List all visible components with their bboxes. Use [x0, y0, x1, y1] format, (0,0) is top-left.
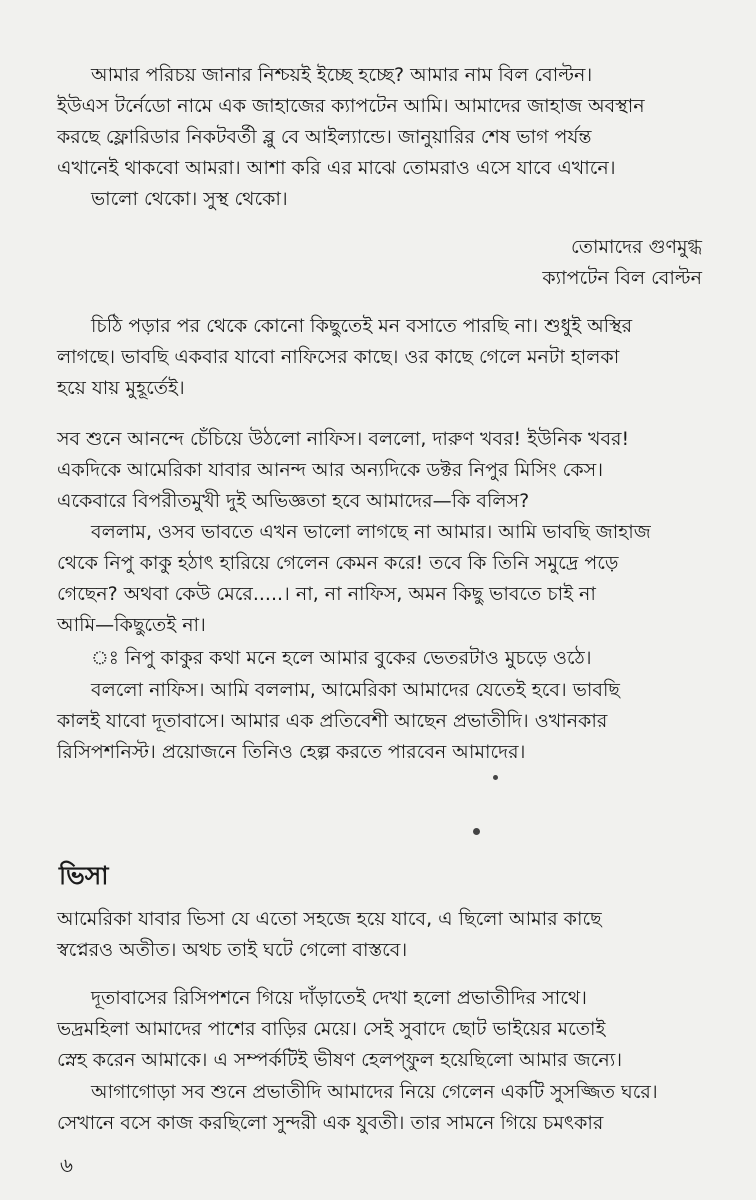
- paragraph-line: একদিকে আমেরিকা যাবার আনন্দ আর অন্যদিকে ডক্টর নিপুর মিসিং কেস।: [57, 459, 604, 481]
- letter-line: ভালো থেকো। সুস্থ থেকো।: [91, 188, 288, 210]
- paragraph-line: কালই যাবো দূতাবাসে। আমার এক প্রতিবেশী আছেন প্রভাতীদি। ওখানকার: [57, 710, 608, 732]
- letter-line: এখানেই থাকবো আমরা। আশা করি এর মাঝে তোমরাও এসে যাবে এখানে।: [57, 157, 616, 179]
- paragraph-line: সেখানে বসে কাজ করছিলো সুন্দরী এক যুবতী। তার সামনে গিয়ে চমৎকার: [57, 1112, 604, 1134]
- paragraph-line: স্বপ্নেরও অতীত। অথচ তাই ঘটে গেলো বাস্তবে।: [57, 939, 408, 961]
- paragraph-line: স্নেহ করেন আমাকে। এ সম্পর্কটিই ভীষণ হেলপ্ফুল হয়েছিলো আমার জন্যে।: [57, 1049, 623, 1071]
- paragraph-line: বললো নাফিস। আমি বললাম, আমেরিকা আমাদের যেতেই হবে। ভাবছি: [91, 679, 620, 701]
- section-heading: ভিসা: [59, 861, 109, 890]
- letter-sign-off: তোমাদের গুণমুগ্ধ: [571, 236, 702, 258]
- letter-line: আমার পরিচয় জানার নিশ্চয়ই ইচ্ছে হচ্ছে? আমার নাম বিল বোল্টন।: [91, 64, 593, 86]
- print-speck: [473, 828, 480, 835]
- paragraph-line: আগাগোড়া সব শুনে প্রভাতীদি আমাদের নিয়ে গেলেন একটি সুসজ্জিত ঘরে।: [91, 1081, 658, 1103]
- paragraph-line: সব শুনে আনন্দে চেঁচিয়ে উঠলো নাফিস। বললো, দারুণ খবর! ইউনিক খবর!: [57, 428, 630, 450]
- paragraph-line: বললাম, ওসব ভাবতে এখন ভালো লাগছে না আমার। আমি ভাবছি জাহাজ: [91, 521, 651, 543]
- print-speck: [493, 775, 498, 780]
- letter-line: ইউএস টর্নেডো নামে এক জাহাজের ক্যাপটেন আমি। আমাদের জাহাজ অবস্থান: [57, 95, 645, 117]
- paragraph-line: একেবারে বিপরীতমুখী দুই অভিজ্ঞতা হবে আমাদের—কি বলিস?: [57, 490, 530, 512]
- paragraph-line: হয়ে যায় মুহূর্তেই।: [57, 377, 185, 399]
- page-number: ৬: [60, 1153, 74, 1177]
- letter-line: করছে ফ্লোরিডার নিকটবর্তী ব্লু বে আইল্যান্ডে। জানুয়ারির শেষ ভাগ পর্যন্ত: [57, 126, 592, 148]
- paragraph-line: গেছেন? অথবা কেউ মেরে.....। না, না নাফিস, অমন কিছু ভাবতে চাই না: [57, 583, 596, 605]
- letter-signature: ক্যাপটেন বিল বোল্টন: [542, 267, 702, 289]
- paragraph-line: চিঠি পড়ার পর থেকে কোনো কিছুতেই মন বসাতে পারছি না। শুধুই অস্থির: [91, 315, 633, 337]
- paragraph-line: ঃ নিপু কাকুর কথা মনে হলে আমার বুকের ভেতরটাও মুচড়ে ওঠে।: [91, 647, 592, 669]
- paragraph-line: রিসিপশনিস্ট। প্রয়োজনে তিনিও হেল্প করতে পারবেন আমাদের।: [57, 741, 526, 763]
- paragraph-line: দূতাবাসের রিসিপশনে গিয়ে দাঁড়াতেই দেখা হলো প্রভাতীদির সাথে।: [91, 987, 587, 1009]
- paragraph-line: থেকে নিপু কাকু হঠাৎ হারিয়ে গেলেন কেমন করে! তবে কি তিনি সমুদ্রে পড়ে: [57, 552, 619, 574]
- paragraph-line: লাগছে। ভাবছি একবার যাবো নাফিসের কাছে। ওর কাছে গেলে মনটা হালকা: [57, 346, 620, 368]
- paragraph-line: আমি—কিছুতেই না।: [57, 614, 206, 636]
- paragraph-line: আমেরিকা যাবার ভিসা যে এতো সহজে হয়ে যাবে, এ ছিলো আমার কাছে: [57, 908, 602, 930]
- paragraph-line: ভদ্রমহিলা আমাদের পাশের বাড়ির মেয়ে। সেই সুবাদে ছোট ভাইয়ের মতোই: [57, 1018, 606, 1040]
